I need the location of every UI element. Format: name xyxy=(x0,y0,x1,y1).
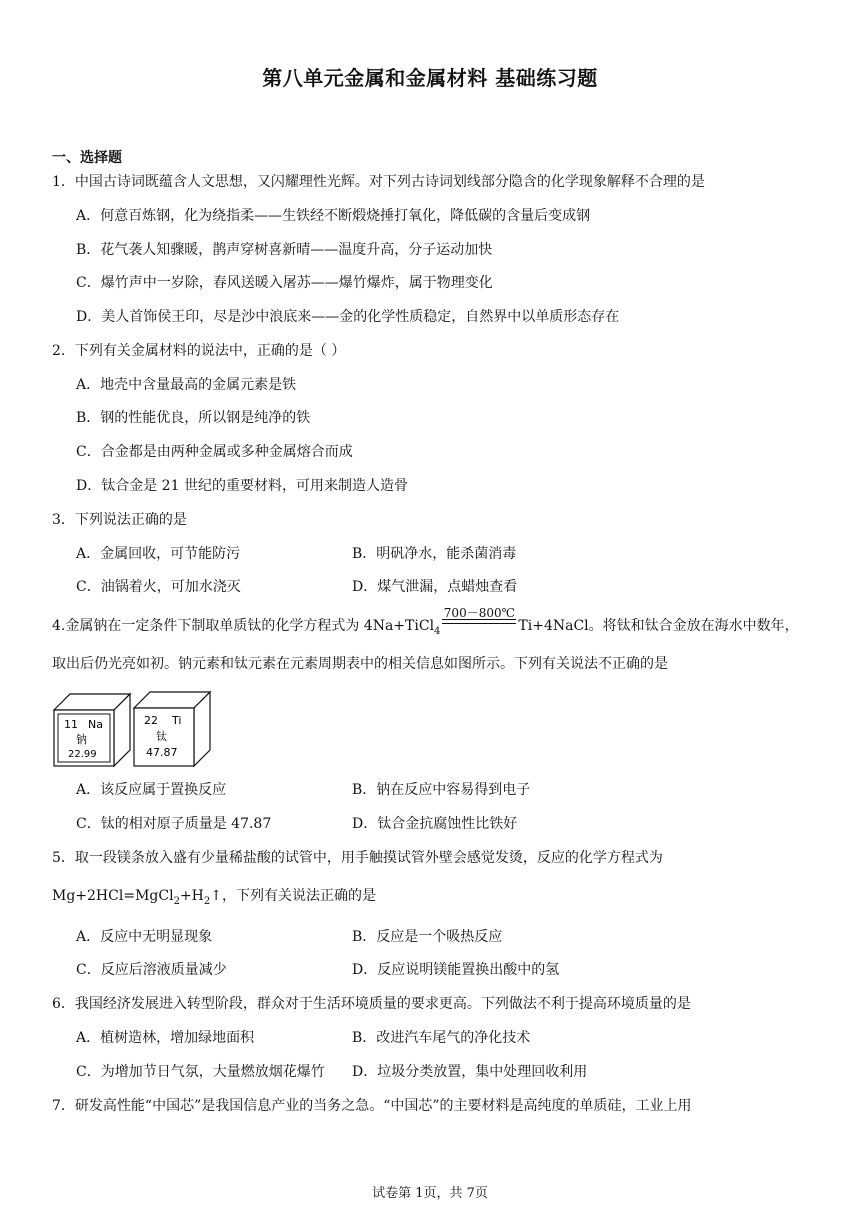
question-4-stem xyxy=(52,606,799,638)
equation-part-c: ↑，下列有关说法正确的是 xyxy=(210,888,376,904)
question-4-option-c: C．钛的相对原子质量是 47.87 xyxy=(76,816,272,832)
question-5-option-d: D．反应说明镁能置换出酸中的氢 xyxy=(352,962,560,978)
titanium-mass: 47.87 xyxy=(146,746,178,759)
question-4-option-b: B．钠在反应中容易得到电子 xyxy=(352,782,531,798)
reaction-condition xyxy=(442,606,516,636)
titanium-cell xyxy=(134,692,210,766)
element-cells-figure xyxy=(52,690,232,770)
question-6-option-d: D．垃圾分类放置，集中处理回收利用 xyxy=(352,1064,588,1080)
sodium-number: 11 xyxy=(64,718,78,731)
titanium-number: 22 xyxy=(144,714,158,727)
equation-bar-top xyxy=(442,619,516,620)
page-title: 第八单元金属和金属材料 基础练习题 xyxy=(262,66,598,90)
titanium-name: 钛 xyxy=(156,730,167,743)
question-2-stem: 2．下列有关金属材料的说法中，正确的是（ ） xyxy=(52,343,346,359)
question-6-option-c: C．为增加节日气氛，大量燃放烟花爆竹 xyxy=(76,1064,325,1080)
question-4-option-d: D．钛合金抗腐蚀性比铁好 xyxy=(352,816,518,832)
sodium-name: 钠 xyxy=(76,733,87,746)
question-1-stem: 1．中国古诗词既蕴含人文思想，又闪耀理性光辉。对下列古诗词划线部分隐含的化学现象解释不合理的是 xyxy=(52,174,705,190)
question-6-option-b: B．改进汽车尾气的净化技术 xyxy=(352,1030,531,1046)
page-footer: 试卷第 1页，共 7页 xyxy=(372,1186,488,1201)
question-4-option-a: A．该反应属于置换反应 xyxy=(76,782,227,798)
sodium-cell xyxy=(54,694,130,766)
question-3-stem: 3．下列说法正确的是 xyxy=(52,512,187,528)
question-1-option-b: B．花气袭人知骤暖，鹊声穿树喜新晴——温度升高，分子运动加快 xyxy=(76,242,493,258)
question-6-option-a: A．植树造林，增加绿地面积 xyxy=(76,1030,255,1046)
question-2-option-c: C．合金都是由两种金属或多种金属熔合而成 xyxy=(76,444,353,460)
question-4-stem-line-2: 取出后仍光亮如初。钠元素和钛元素在元素周期表中的相关信息如图所示。下列有关说法不正确的是 xyxy=(52,656,668,672)
section-heading: 一、选择题 xyxy=(52,150,122,166)
question-3-option-b: B．明矾净水，能杀菌消毒 xyxy=(352,546,517,562)
periodic-table-cells xyxy=(52,690,232,770)
equation-part-b: +H xyxy=(179,888,204,904)
question-5-equation xyxy=(52,886,376,908)
sodium-symbol: Na xyxy=(88,718,103,731)
question-5-stem: 5．取一段镁条放入盛有少量稀盐酸的试管中，用手触摸试管外壁会感觉发烫，反应的化学方程式为 xyxy=(52,850,663,866)
equation-subscript-1: 2 xyxy=(173,896,180,907)
question-1-option-d: D．美人首饰侯王印，尽是沙中浪底来——金的化学性质稳定，自然界中以单质形态存在 xyxy=(76,309,620,325)
question-5-option-b: B．反应是一个吸热反应 xyxy=(352,929,503,945)
equation-bar-bottom xyxy=(442,623,516,624)
equation-subscript-2: 2 xyxy=(203,896,211,907)
question-7-stem: 7．研发高性能“中国芯”是我国信息产业的当务之急。“中国芯”的主要材料是高纯度的单质硅，工业上用 xyxy=(52,1098,692,1114)
question-4-stem-part-a: 4.金属钠在一定条件下制取单质钛的化学方程式为 4Na+TiCl xyxy=(52,618,435,634)
question-4-stem-part-b: Ti+4NaCl。将钛和钛合金放在海水中数年， xyxy=(518,618,799,634)
reaction-condition-text: 700－800℃ xyxy=(443,606,516,620)
question-4-subscript: 4 xyxy=(434,626,441,637)
question-1-option-c: C．爆竹声中一岁除，春风送暖入屠苏——爆竹爆炸，属于物理变化 xyxy=(76,275,493,291)
question-1-option-a: A．何意百炼钢，化为绕指柔——生铁经不断煅烧捶打氧化，降低碳的含量后变成钢 xyxy=(76,208,591,224)
question-3-option-c: C．油锅着火，可加水浇灭 xyxy=(76,579,241,595)
question-2-option-a: A．地壳中含量最高的金属元素是铁 xyxy=(76,377,297,393)
question-3-option-d: D．煤气泄漏，点蜡烛查看 xyxy=(352,579,518,595)
question-5-option-c: C．反应后溶液质量减少 xyxy=(76,962,227,978)
question-2-option-d: D．钛合金是 21 世纪的重要材料，可用来制造人造骨 xyxy=(76,478,408,494)
question-3-option-a: A．金属回收，可节能防污 xyxy=(76,546,241,562)
question-6-stem: 6．我国经济发展进入转型阶段，群众对于生活环境质量的要求更高。下列做法不利于提高环境质量的是 xyxy=(52,996,691,1012)
equation-part-a: Mg+2HCl=MgCl xyxy=(52,888,174,904)
question-5-option-a: A．反应中无明显现象 xyxy=(76,929,213,945)
sodium-mass: 22.99 xyxy=(68,749,97,760)
titanium-symbol: Ti xyxy=(172,714,182,727)
question-2-option-b: B．钢的性能优良，所以钢是纯净的铁 xyxy=(76,410,311,426)
